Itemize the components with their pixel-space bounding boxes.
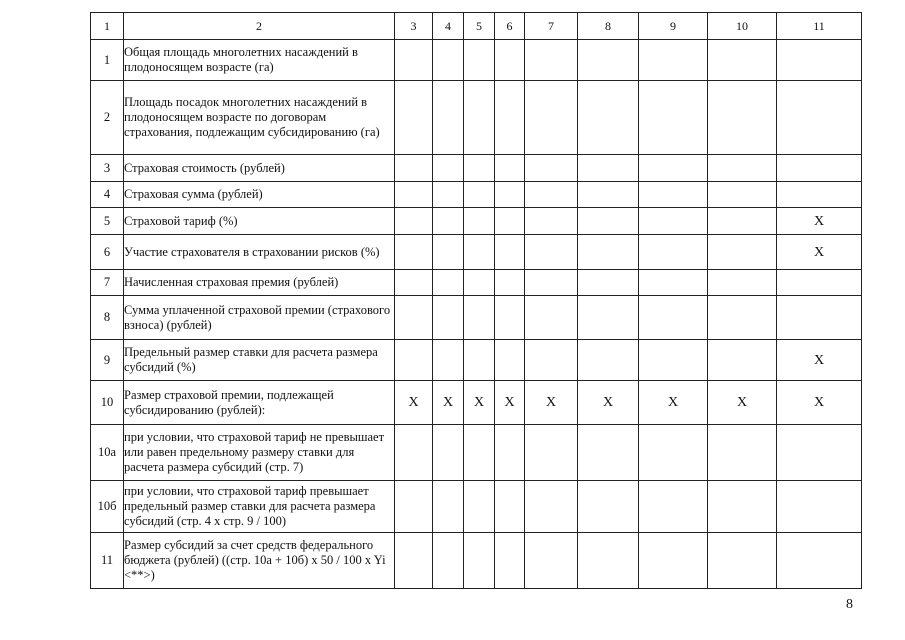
table-cell: [433, 270, 464, 296]
table-cell: [464, 270, 495, 296]
row-description: Страховая сумма (рублей): [124, 182, 395, 208]
table-cell: [464, 40, 495, 81]
table-cell: [525, 235, 578, 270]
table-cell: [578, 296, 639, 340]
table-cell: [578, 155, 639, 182]
row-description: Размер субсидий за счет средств федерального бюджета (рублей) ((стр. 10а + 10б) x 50 / 100 x Yi <**>): [124, 533, 395, 589]
table-cell: [708, 235, 777, 270]
table-cell: [639, 155, 708, 182]
row-description: Участие страхователя в страховании рисков (%): [124, 235, 395, 270]
table-cell: [578, 481, 639, 533]
table-cell: [464, 235, 495, 270]
table-cell: [639, 208, 708, 235]
row-number: 10а: [91, 425, 124, 481]
table-cell: [578, 182, 639, 208]
table-cell: [708, 208, 777, 235]
table-cell: [464, 81, 495, 155]
cross-mark: X: [395, 381, 433, 425]
cross-mark: X: [777, 208, 862, 235]
row-number: 4: [91, 182, 124, 208]
table-cell: [777, 481, 862, 533]
column-header: 6: [495, 13, 525, 40]
table-cell: [708, 182, 777, 208]
table-cell: [708, 81, 777, 155]
row-number: 8: [91, 296, 124, 340]
table-cell: [777, 40, 862, 81]
table-cell: [578, 425, 639, 481]
table-cell: [495, 270, 525, 296]
table-cell: [525, 296, 578, 340]
table-cell: [777, 182, 862, 208]
table-cell: [433, 481, 464, 533]
row-number: 3: [91, 155, 124, 182]
row-description: Сумма уплаченной страховой премии (страхового взноса) (рублей): [124, 296, 395, 340]
table-cell: [495, 208, 525, 235]
table-cell: [708, 40, 777, 81]
table-cell: [639, 296, 708, 340]
table-cell: [464, 296, 495, 340]
cross-mark: X: [495, 381, 525, 425]
column-header: 10: [708, 13, 777, 40]
table-row: [91, 381, 862, 425]
column-header: 2: [124, 13, 395, 40]
table-row: [91, 40, 862, 81]
table-row: [91, 481, 862, 533]
row-description: Общая площадь многолетних насаждений в плодоносящем возрасте (га): [124, 40, 395, 81]
table-cell: [525, 425, 578, 481]
table-row: [91, 340, 862, 381]
cross-mark: X: [777, 235, 862, 270]
row-number: 11: [91, 533, 124, 589]
column-header: 9: [639, 13, 708, 40]
table-cell: [395, 235, 433, 270]
table-cell: [395, 533, 433, 589]
cross-mark: X: [525, 381, 578, 425]
table-cell: [495, 425, 525, 481]
page-number: 8: [846, 597, 853, 612]
table-cell: [639, 481, 708, 533]
table-cell: [525, 208, 578, 235]
table-cell: [464, 155, 495, 182]
table-cell: [639, 533, 708, 589]
table-cell: [495, 182, 525, 208]
table-cell: [525, 40, 578, 81]
table-cell: [708, 425, 777, 481]
table-cell: [639, 235, 708, 270]
row-description: Страховой тариф (%): [124, 208, 395, 235]
header-row: [91, 13, 862, 40]
table-cell: [639, 340, 708, 381]
table-cell: [525, 155, 578, 182]
table-cell: [708, 155, 777, 182]
row-description: Площадь посадок многолетних насаждений в плодоносящем возрасте по договорам страхования, подлежащим субсидированию (га): [124, 81, 395, 155]
table-cell: [495, 533, 525, 589]
table-row: [91, 533, 862, 589]
column-header: 3: [395, 13, 433, 40]
table-cell: [464, 208, 495, 235]
row-number: 7: [91, 270, 124, 296]
table-cell: [578, 340, 639, 381]
row-description: Начисленная страховая премия (рублей): [124, 270, 395, 296]
table-cell: [395, 208, 433, 235]
table-row: [91, 235, 862, 270]
column-header: 11: [777, 13, 862, 40]
table-cell: [708, 296, 777, 340]
table-cell: [464, 425, 495, 481]
table-cell: [708, 533, 777, 589]
table-cell: [433, 533, 464, 589]
subsidy-calculation-table: [90, 12, 862, 589]
table-cell: [433, 340, 464, 381]
table-cell: [525, 270, 578, 296]
table-cell: [433, 425, 464, 481]
table-cell: [525, 182, 578, 208]
table-row: [91, 208, 862, 235]
table-cell: [395, 340, 433, 381]
table-cell: [578, 40, 639, 81]
row-description: Размер страховой премии, подлежащей субсидированию (рублей):: [124, 381, 395, 425]
row-number: 6: [91, 235, 124, 270]
table-cell: [777, 155, 862, 182]
table-cell: [464, 481, 495, 533]
table-cell: [395, 481, 433, 533]
row-description: Предельный размер ставки для расчета размера субсидий (%): [124, 340, 395, 381]
table-cell: [495, 155, 525, 182]
table-cell: [639, 40, 708, 81]
table-cell: [578, 235, 639, 270]
table-cell: [639, 425, 708, 481]
table-row: [91, 81, 862, 155]
table-cell: [578, 533, 639, 589]
row-description: при условии, что страховой тариф превышает предельный размер ставки для расчета размера субсидий (стр. 4 x стр. 9 / 100): [124, 481, 395, 533]
table-cell: [777, 296, 862, 340]
column-header: 5: [464, 13, 495, 40]
table-cell: [639, 182, 708, 208]
cross-mark: X: [433, 381, 464, 425]
table-cell: [464, 340, 495, 381]
cross-mark: X: [708, 381, 777, 425]
table-cell: [395, 270, 433, 296]
table-cell: [708, 340, 777, 381]
table-cell: [495, 481, 525, 533]
table-cell: [395, 296, 433, 340]
table-cell: [433, 208, 464, 235]
table-cell: [395, 155, 433, 182]
table-cell: [777, 425, 862, 481]
row-description: при условии, что страховой тариф не превышает или равен предельному размеру ставки для расчета размера субсидий (стр. 7): [124, 425, 395, 481]
table-row: [91, 425, 862, 481]
row-description: Страховая стоимость (рублей): [124, 155, 395, 182]
table-row: [91, 270, 862, 296]
table-cell: [495, 81, 525, 155]
cross-mark: X: [578, 381, 639, 425]
table-cell: [525, 481, 578, 533]
table-cell: [495, 40, 525, 81]
cross-mark: X: [777, 381, 862, 425]
column-header: 4: [433, 13, 464, 40]
table-row: [91, 296, 862, 340]
column-header: 8: [578, 13, 639, 40]
table-cell: [433, 235, 464, 270]
table-cell: [495, 296, 525, 340]
row-number: 1: [91, 40, 124, 81]
table-cell: [395, 425, 433, 481]
row-number: 5: [91, 208, 124, 235]
table-cell: [433, 296, 464, 340]
table-cell: [639, 270, 708, 296]
table-cell: [395, 40, 433, 81]
column-header: 1: [91, 13, 124, 40]
row-number: 2: [91, 81, 124, 155]
column-header: 7: [525, 13, 578, 40]
table-cell: [433, 182, 464, 208]
table-cell: [777, 533, 862, 589]
cross-mark: X: [777, 340, 862, 381]
table-row: [91, 182, 862, 208]
table-cell: [525, 340, 578, 381]
table-cell: [495, 235, 525, 270]
table-cell: [495, 340, 525, 381]
table-cell: [525, 81, 578, 155]
table-cell: [464, 533, 495, 589]
row-number: 10б: [91, 481, 124, 533]
table-cell: [708, 270, 777, 296]
table-cell: [395, 182, 433, 208]
table-cell: [777, 270, 862, 296]
table-cell: [578, 81, 639, 155]
table-row: [91, 155, 862, 182]
table-cell: [525, 533, 578, 589]
table-cell: [578, 208, 639, 235]
row-number: 10: [91, 381, 124, 425]
table-cell: [777, 81, 862, 155]
table-cell: [464, 182, 495, 208]
row-number: 9: [91, 340, 124, 381]
table-cell: [708, 481, 777, 533]
table-cell: [578, 270, 639, 296]
cross-mark: X: [639, 381, 708, 425]
cross-mark: X: [464, 381, 495, 425]
table-cell: [433, 40, 464, 81]
table-cell: [433, 81, 464, 155]
table-cell: [639, 81, 708, 155]
table-cell: [395, 81, 433, 155]
table-cell: [433, 155, 464, 182]
